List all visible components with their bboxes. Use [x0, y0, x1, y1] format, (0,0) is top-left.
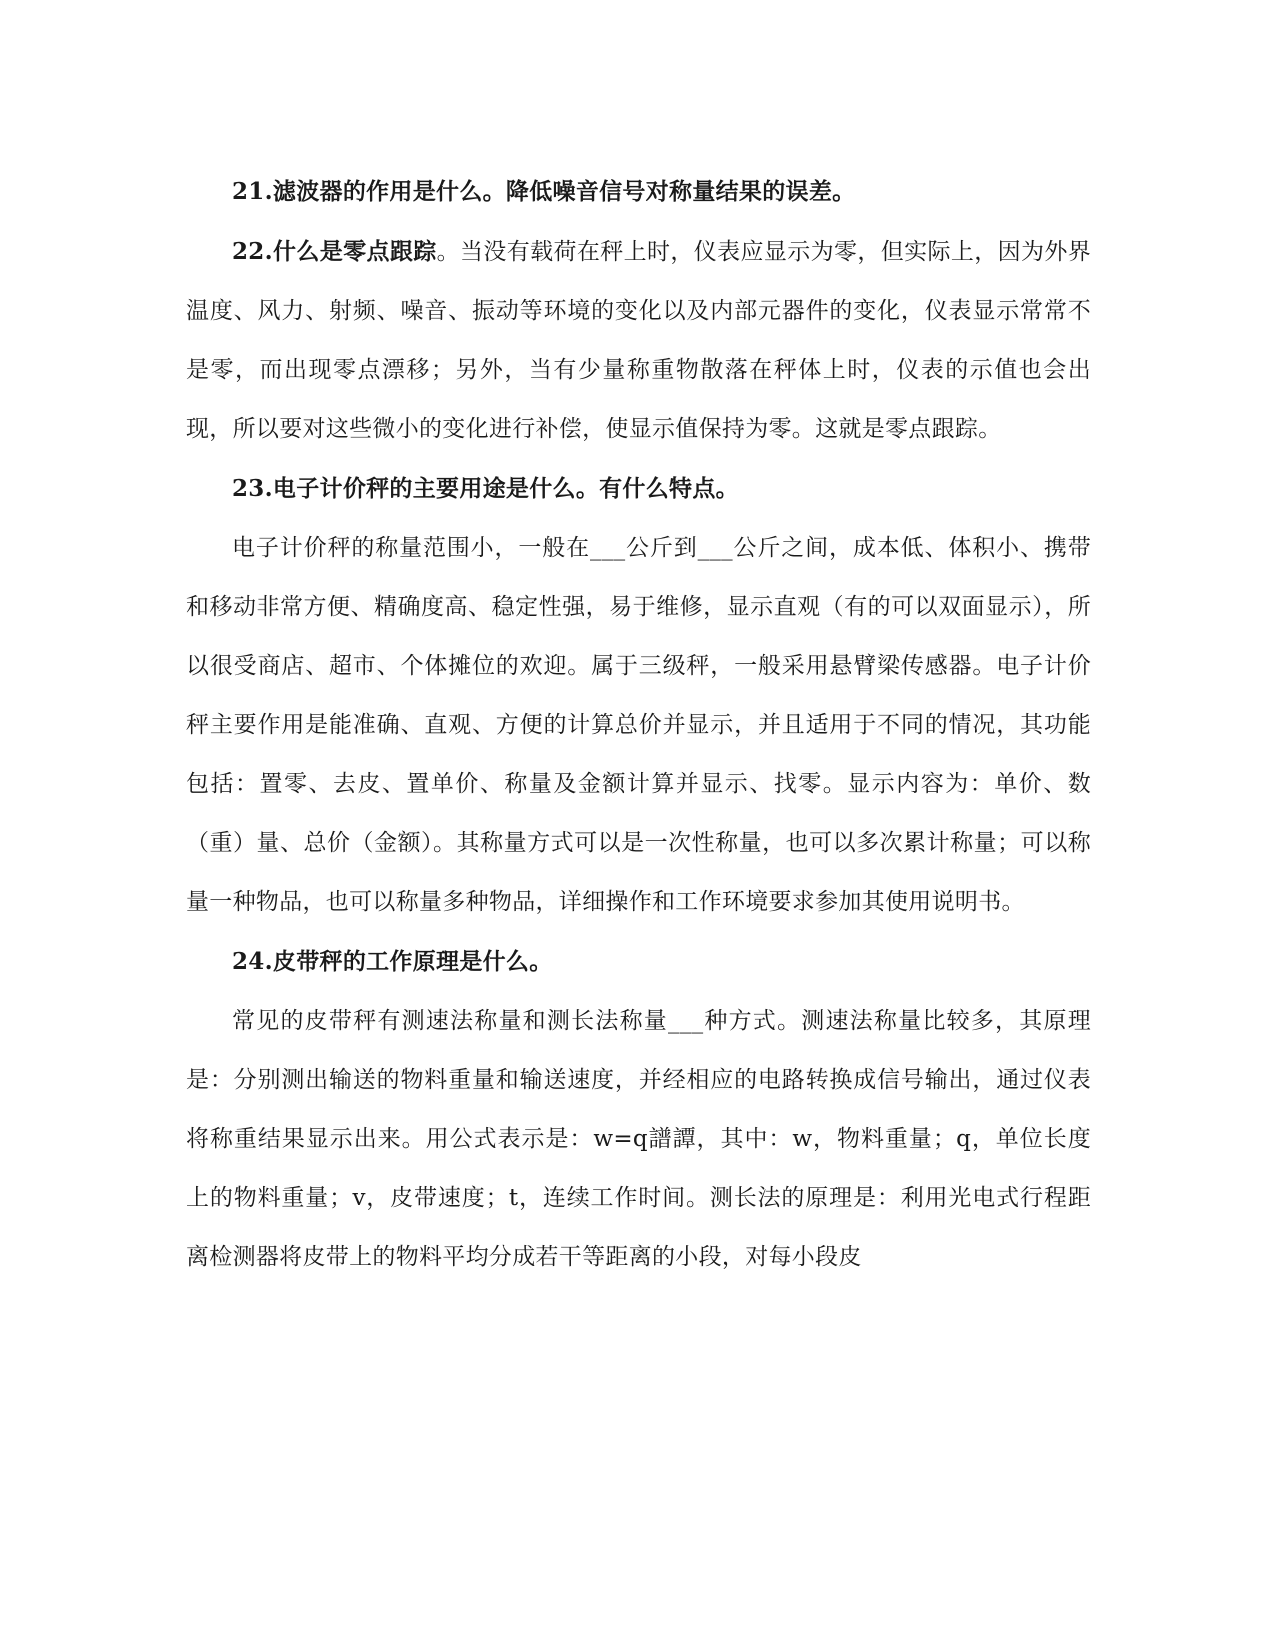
question-21-title: 21.滤波器的作用是什么。降低噪音信号对称量结果的误差。 [232, 178, 856, 205]
question-24 [186, 932, 1091, 992]
question-21 [186, 162, 1091, 222]
answer-23-paragraph: 电子计价秤的称量范围小，一般在___公斤到___公斤之间，成本低、体积小、携带和移动非常方便、精确度高、稳定性强，易于维修，显示直观（有的可以双面显示），所以很受商店、超市、个体摊位的欢迎。属于三级秤，一般采用悬臂梁传感器。电子计价秤主要作用是能准确、直观、方便的计算总价并显示，并且适用于不同的情况，其功能包括：置零、去皮、置单价、称量及金额计算并显示、找零。显示内容为：单价、数（重）量、总价（金额）。其称量方式可以是一次性称量，也可以多次累计称量；可以称量一种物品，也可以称量多种物品，详细操作和工作环境要求参加其使用说明书。 [186, 535, 1091, 915]
question-22 [186, 222, 1091, 459]
question-23 [186, 459, 1091, 519]
answer-24-paragraph: 常见的皮带秤有测速法称量和测长法称量___种方式。测速法称量比较多，其原理是：分别测出输送的物料重量和输送速度，并经相应的电路转换成信号输出，通过仪表将称重结果显示出来。用公式表示是：w=q譜譚，其中：w，物料重量；q，单位长度上的物料重量；v，皮带速度；t，连续工作时间。测长法的原理是：利用光电式行程距离检测器将皮带上的物料平均分成若干等距离的小段，对每小段皮 [186, 1008, 1091, 1270]
question-24-title: 24.皮带秤的工作原理是什么。 [232, 948, 553, 975]
document-body [186, 162, 1091, 1287]
question-22-title: 22.什么是零点跟踪 [232, 238, 437, 265]
question-23-title: 23.电子计价秤的主要用途是什么。有什么特点。 [232, 475, 739, 502]
question-22-answer: 。当没有载荷在秤上时，仪表应显示为零，但实际上，因为外界温度、风力、射频、噪音、振动等环境的变化以及内部元器件的变化，仪表显示常常不是零，而出现零点漂移；另外，当有少量称重物散落在秤体上时，仪表的示值也会出现，所以要对这些微小的变化进行补偿，使显示值保持为零。这就是零点跟踪。 [186, 239, 1091, 442]
